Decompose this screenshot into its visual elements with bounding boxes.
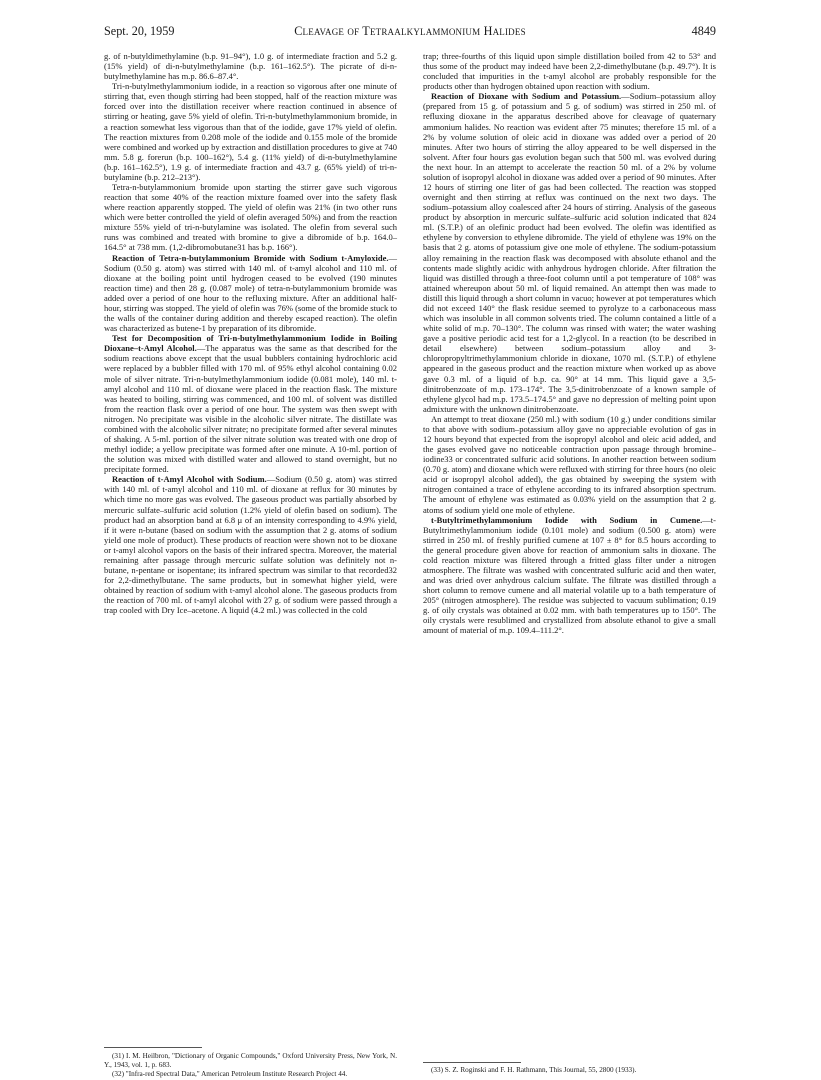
footnote-divider <box>104 1047 202 1048</box>
section-heading: Reaction of t-Amyl Alcohol with Sodium. <box>112 474 267 485</box>
paragraph <box>104 253 397 334</box>
paragraph-body: —t-Butyltrimethylammonium iodide (0.101 mole) and sodium (0.500 g. atom) were stirred in 250 ml. of freshly purified cumene at 107 ± 8° for 8.5 hours according to the general procedure given above for reaction of ammonium salts in dioxane. The cold reaction mixture was filtered through a fritted glass filter under a nitrogen atmosphere. The filtrate was washed with concentrated sulfuric acid and then water, and was dried over anhydrous calcium sulfate. The filtrate was distilled through a short column to remove cumene and all material volatile up to a bath temperature of 205° (nitrogen atmosphere). The residue was subjected to vacuum sublimation; 0.19 g. of oily crystals was obtained at 0.02 mm. with bath temperatures up to 150°. The oily crystals were resublimed and crystallized from absolute ethanol to give a small amount of material of m.p. 109.4–111.2°. <box>423 514 716 636</box>
paragraph: Tetra-n-butylammonium bromide upon starting the stirrer gave such vigorous reaction that some 40% of the reaction mixture foamed over into the safety flask where reaction apparently stopped. The yield of olefin was 21% (in two other runs which were better controlled the yield of olefin averaged 50%) and from the reaction mixture 55% yield of tri-n-butylamine was isolated. The olefin from several such runs was combined and treated with bromine to give a dibromide of b.p. 164.0–164.5° at 738 mm. (1,2-dibromobutane31 has b.p. 166°). <box>104 182 397 253</box>
paragraph: Tri-n-butylmethylammonium iodide, in a reaction so vigorous after one minute of stirring that, even though stirring had been stopped, half of the reaction mixture was forced over into the distillation receiver where reaction continued in absence of stirring or heating, gave 5% yield of olefin. Tri-n-butylmethylammonium bromide, in a reaction somewhat less vigorous than that of the iodide, gave 17% yield of olefin. The reaction mixtures from 0.208 mole of the iodide and 0.155 mole of the bromide were combined and worked up by extraction and distillation procedures to give at 740 mm. 5.8 g. forerun (b.p. 100–162°), 5.4 g. (11% yield) of di-n-butylmethylamine (b.p. 161–162.5°), 1.9 g. of intermediate fraction and 43.7 g. (65% yield) of tri-n-butylamine (b.p. 212–213°). <box>104 81 397 182</box>
footnote: (31) I. M. Heilbron, "Dictionary of Organic Compounds," Oxford University Press, New York, N. Y., 1943, vol. 1, p. 683. <box>104 1052 397 1069</box>
paragraph: An attempt to treat dioxane (250 ml.) with sodium (10 g.) under conditions similar to that above with sodium–potassium alloy gave no appreciable evolution of gas in 12 hours beyond that expected from the isopropyl alcohol and oleic acid added, and the gases evolved gave no noticeable contraction upon passage through bromine–iodine33 or concentrated sulfuric acid solutions. In another reaction between sodium (0.70 g. atom) and dioxane which were refluxed with stirring for three hours (no oleic acid or isopropyl alcohol added), the gas obtained by sweeping the system with nitrogen contained a trace of ethylene according to its infrared absorption spectrum. The amount of ethylene was estimated as 0.03% yield on the assumption that 2 g. atoms of sodium yield one mole of ethylene. <box>423 413 716 515</box>
paragraph-body: —Sodium (0.50 g. atom) was stirred with 140 ml. of t-amyl alcohol and 110 ml. of dioxane at reflux for 30 minutes by which time no more gas was evolved. The gaseous product was partially absorbed by mercuric sulfate–sulfuric acid solution (1.2% yield of olefin based on sodium). The product had an absorption band at 6.8 μ of an intensity corresponding to 4.9% yield, if it were n-butane (based on sodium with the assumption that 2 g. atoms of sodium yield one mole of product). These products of reaction were shown not to be dioxane or t-amyl alcohol vapors on the basis of their infrared spectra. Moreover, the material remaining after passage through mercuric sulfate solution was definitely not n-butane, n-pentane or isopentane; its infrared spectrum was similar to that recorded32 for 2,2-dimethylbutane. The same products, but in somewhat higher yield, were obtained by reaction of sodium with t-amyl alcohol alone. The gaseous products from the reaction of 700 ml. of t-amyl alcohol with 27 g. of sodium were passed through a trap cooled with Dry Ice–acetone. A liquid (4.2 ml.) was collected in the cold <box>104 474 397 616</box>
paragraph <box>104 333 397 474</box>
paragraph-body: —Sodium (0.50 g. atom) was stirred with 140 ml. of t-amyl alcohol and 110 ml. of dioxane at the boiling point until hydrogen ceased to be evolved (190 minutes reaction time) and then 28 g. (0.087 mole) of tetra-n-butylammonium bromide was added over a period of one hour to the refluxing mixture. After an additional half-hour, stirring was stopped. The yield of olefin was 76% (some of the bromide stuck to the walls of the container during addition and thereby escaped reaction). The olefin was characterized as butene-1 by preparation of its dibromide. <box>104 252 397 334</box>
footnotes-left <box>104 1052 397 1080</box>
header-title: Cleavage of Tetraalkylammonium Halides <box>294 24 526 38</box>
header-date: Sept. 20, 1959 <box>104 24 175 38</box>
page-number: 4849 <box>691 24 716 38</box>
section-heading: Reaction of Tetra-n-butylammonium Bromide with Sodium t-Amyloxide. <box>112 252 389 263</box>
paragraph-body: —The apparatus was the same as that described for the sodium reactions above except that the usual bubblers containing hydrochloric acid were replaced by a bubbler filled with 170 ml. of 95% ethyl alcohol containing 0.02 mole of silver nitrate. Tri-n-butylmethylammonium iodide (0.081 mole), 140 ml. t-amyl alcohol and 110 ml. of dioxane were placed in the reaction flask. The mixture was heated to boiling, stirring was commenced, and 100 ml. of solvent was distilled from the reaction flask over a period of one hour. The system was then swept with nitrogen. No precipitate was visible in the alcoholic silver nitrate. The distillate was combined with the alcoholic silver nitrate; no precipitate formed after several minutes of shaking. A 5-ml. portion of the silver nitrate solution was treated with one drop of methyl iodide; a yellow precipitate was formed after one minute. A 10-ml. portion of the solution was mixed with distilled water and allowed to stand overnight, but no precipitate formed. <box>104 343 397 475</box>
right-column <box>423 51 716 636</box>
paragraph: g. of n-butyldimethylamine (b.p. 91–94°), 1.0 g. of intermediate fraction and 5.2 g. (15% yield) of di-n-butylmethylamine (b.p. 161–162.5°). The picrate of di-n-butylmethylamine has m.p. 86.6–87.4°. <box>104 51 397 82</box>
section-heading: Test for Decomposition of Tri-n-butylmethylammonium Iodide in Boiling Dioxane–t-Amyl Alcohol. <box>104 333 397 354</box>
paragraph-body: —Sodium–potassium alloy (prepared from 15 g. of potassium and 5 g. of sodium) was stirred in 250 ml. of refluxing dioxane in the apparatus described above for cleavage of quaternary ammonium halides. No reaction was evident after 75 minutes; therefore 15 ml. of a 2% by volume solution of oleic acid in dioxane was added over a period of 20 minutes. After two hours of stirring the alloy appeared to be well dispersed in the solvent. After four hours gas evolution began such that 500 ml. was evolved during the next hour. In an attempt to accelerate the reaction 50 ml. of a 2% by volume solution of isopropyl alcohol in dioxane was added over a period of 90 minutes. After 12 hours of stirring one liter of gas had been collected. The reaction was stopped overnight and then stirring at reflux was continued on the next two days. The sodium–potassium alloy coalesced after 24 hours of stirring. Analysis of the gaseous product by absorption in mercuric sulfate–sulfuric acid solution indicated that 824 ml. (S.T.P.) of an olefinic product had been evolved. The olefin was identified as ethylene by conversion to ethylene dibromide. The yield of ethylene was 19% on the basis that 2 g. atoms of potassium give one mole of ethylene. The sodium-potassium alloy remaining in the reaction flask was decomposed with absolute ethanol and the contents made slightly acidic with anhydrous hydrogen chloride. After filtration the liquid was distilled through a three-foot column until a pot temperature of 108° was attained whereupon about 50 ml. of liquid remained. An attempt then was made to distill this liquid through a short column in vacuo; however at pot temperatures which did not exceed 140° the flask residue seemed to pyrolyze to a carbonaceous mass which was insoluble in all common solvents tried. The column contained a little of a white solid of m.p. 70–130°. The column was rinsed with water; the water washing gave a positive periodic acid test for a 1,2-glycol. In a reaction (to be described in detail elsewhere) between sodium–potassium alloy and 3-chloropropyltrimethylammonium chloride in dioxane, 1070 ml. (S.T.P.) of ethylene appeared in the gaseous product and the reaction mixture when worked up as above gave 0.3 ml. of a liquid of b.p. ca. 90° at 14 mm. This liquid gave a 3,5-dinitrobenzoate of m.p. 173–174°. The 3,5-dinitrobenzoate of a known sample of ethylene glycol had m.p. 173.5–174.5° and gave no depression of melting point upon admixture with the unknown dinitrobenzoate. <box>423 91 716 414</box>
paragraph <box>104 474 397 615</box>
footnote: (33) S. Z. Roginski and F. H. Rathmann, This Journal, 55, 2800 (1933). <box>431 1066 637 1074</box>
section-heading: t-Butyltrimethylammonium Iodide with Sodium in Cumene. <box>431 514 703 525</box>
paragraph <box>423 91 716 414</box>
left-column <box>104 51 397 615</box>
section-heading: Reaction of Dioxane with Sodium and Potassium. <box>431 91 622 102</box>
paragraph <box>423 515 716 636</box>
footnotes-right <box>423 1066 716 1076</box>
footnote-divider <box>423 1062 521 1063</box>
footnote: (32) "Infra-red Spectral Data," American Petroleum Institute Research Project 44. <box>112 1070 348 1079</box>
page-header <box>104 24 716 40</box>
paragraph: trap; three-fourths of this liquid upon simple distillation boiled from 42 to 53° and thus some of the product may indeed have been 2,2-dimethylbutane (b.p. 49.7°). It is concluded that impurities in the t-amyl alcohol are probably responsible for the products other than hydrogen obtained upon reaction with sodium. <box>423 51 716 92</box>
